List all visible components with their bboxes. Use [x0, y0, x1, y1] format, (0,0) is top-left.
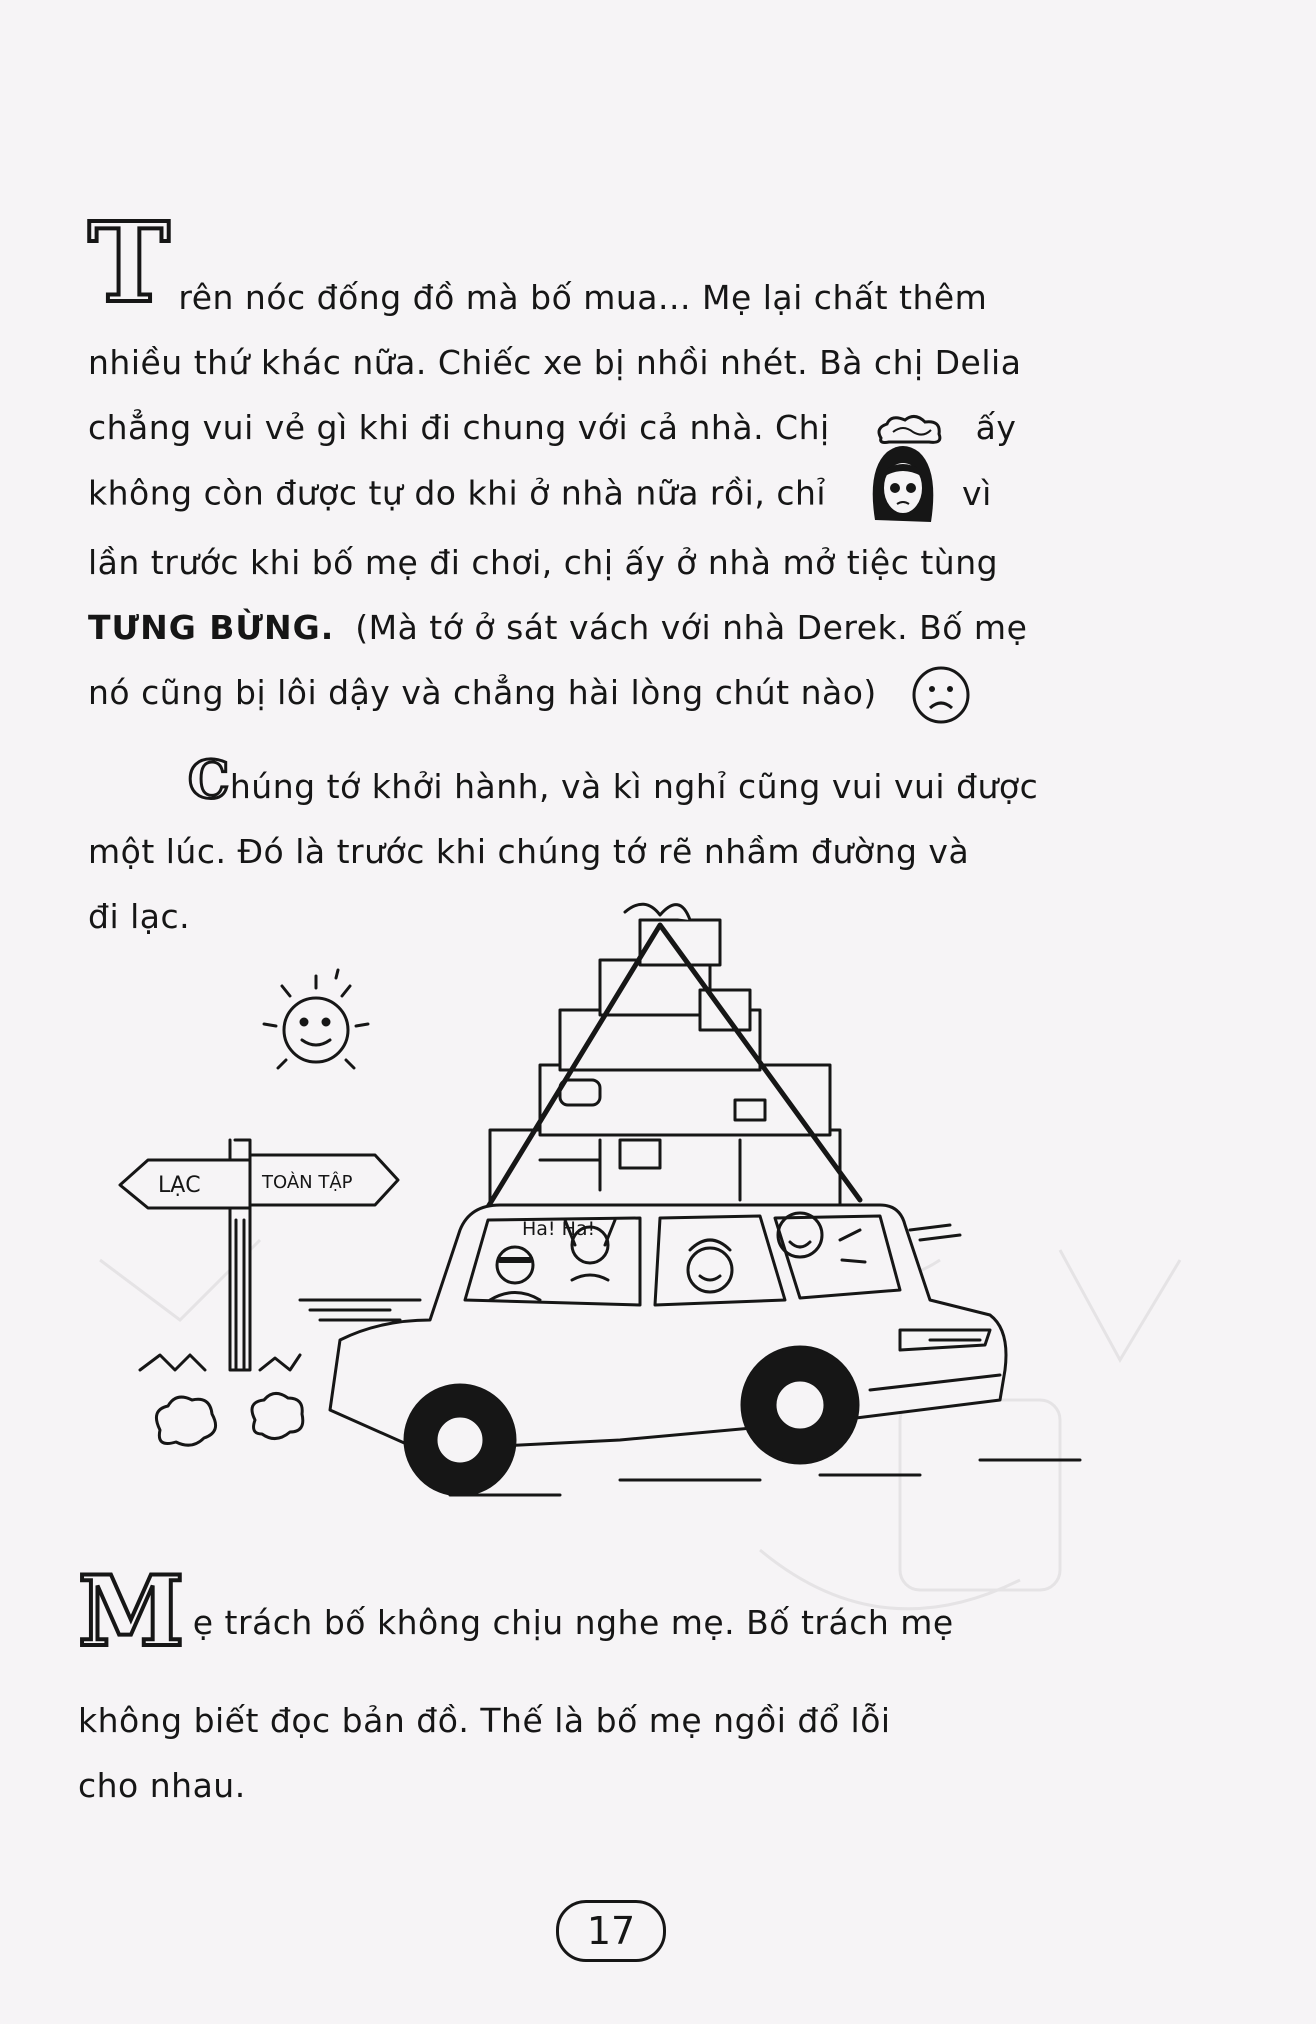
paragraph-1-line-1: rên nóc đống đồ mà bố mua... Mẹ lại chất thêm [178, 278, 988, 317]
paragraph-1 [88, 198, 1148, 330]
luggage-stack-icon [490, 904, 840, 1210]
paragraph-1-line-5: lần trước khi bố mẹ đi chơi, chị ấy ở nhà mở tiệc tùng [88, 543, 999, 582]
page-number: 17 [556, 1900, 666, 1962]
sad-face-icon [910, 664, 972, 726]
paragraph-1-line-3-end: ấy [975, 408, 1017, 447]
tung-bung-text: TƯNG BỪNG. [88, 608, 335, 647]
sun-doodle-icon [264, 970, 368, 1068]
sign-toan-tap-text: TOÀN TẬP [262, 1172, 353, 1193]
speech-haha-text: Ha! Ha! [522, 1218, 596, 1240]
paragraph-1-line-6: (Mà tớ ở sát vách với nhà Derek. Bố mẹ [355, 608, 1028, 647]
car-icon [330, 1205, 1006, 1495]
dropcap-m: M [78, 1555, 185, 1668]
paragraph-2-line-3: đi lạc. [88, 897, 191, 936]
paragraph-3 [78, 1555, 1148, 1668]
paragraph-2-line-1: húng tớ khởi hành, và kì nghỉ cũng vui vui được [229, 767, 1039, 806]
paragraph-1-line-3: chẳng vui vẻ gì khi đi chung với cả nhà. Chị [88, 408, 830, 447]
paragraph-2-line-2: một lúc. Đó là trước khi chúng tớ rẽ nhầm đường và [88, 832, 970, 871]
paragraph-3-line-1: ẹ trách bố không chịu nghe mẹ. Bố trách mẹ [192, 1603, 954, 1642]
paragraph-1-line-7: nó cũng bị lôi dậy và chẳng hài lòng chút nào) [88, 673, 877, 712]
dropcap-c: C [188, 750, 230, 811]
paragraph-1-body [88, 330, 1148, 726]
paragraph-3-line-2: không biết đọc bản đồ. Thế là bố mẹ ngồi đổ lỗi [78, 1701, 891, 1740]
paragraph-3-line-3: cho nhau. [78, 1766, 246, 1805]
bush-icon-2 [252, 1393, 303, 1438]
paragraph-1-line-2: nhiều thứ khác nữa. Chiếc xe bị nhồi nhét. Bà chị Delia [88, 343, 1022, 382]
dropcap-t: T [88, 198, 171, 327]
paragraph-1-line-4: không còn được tự do khi ở nhà nữa rồi, chỉ [88, 473, 827, 513]
paragraph-1-line-4-end: vì [962, 473, 992, 513]
car-trip-illustration [0, 900, 1316, 1540]
sign-lac-text: LẠC [158, 1173, 201, 1198]
bush-icon [156, 1397, 215, 1445]
delia-face-icon [867, 440, 939, 530]
paragraph-3-body [78, 1688, 1148, 1818]
